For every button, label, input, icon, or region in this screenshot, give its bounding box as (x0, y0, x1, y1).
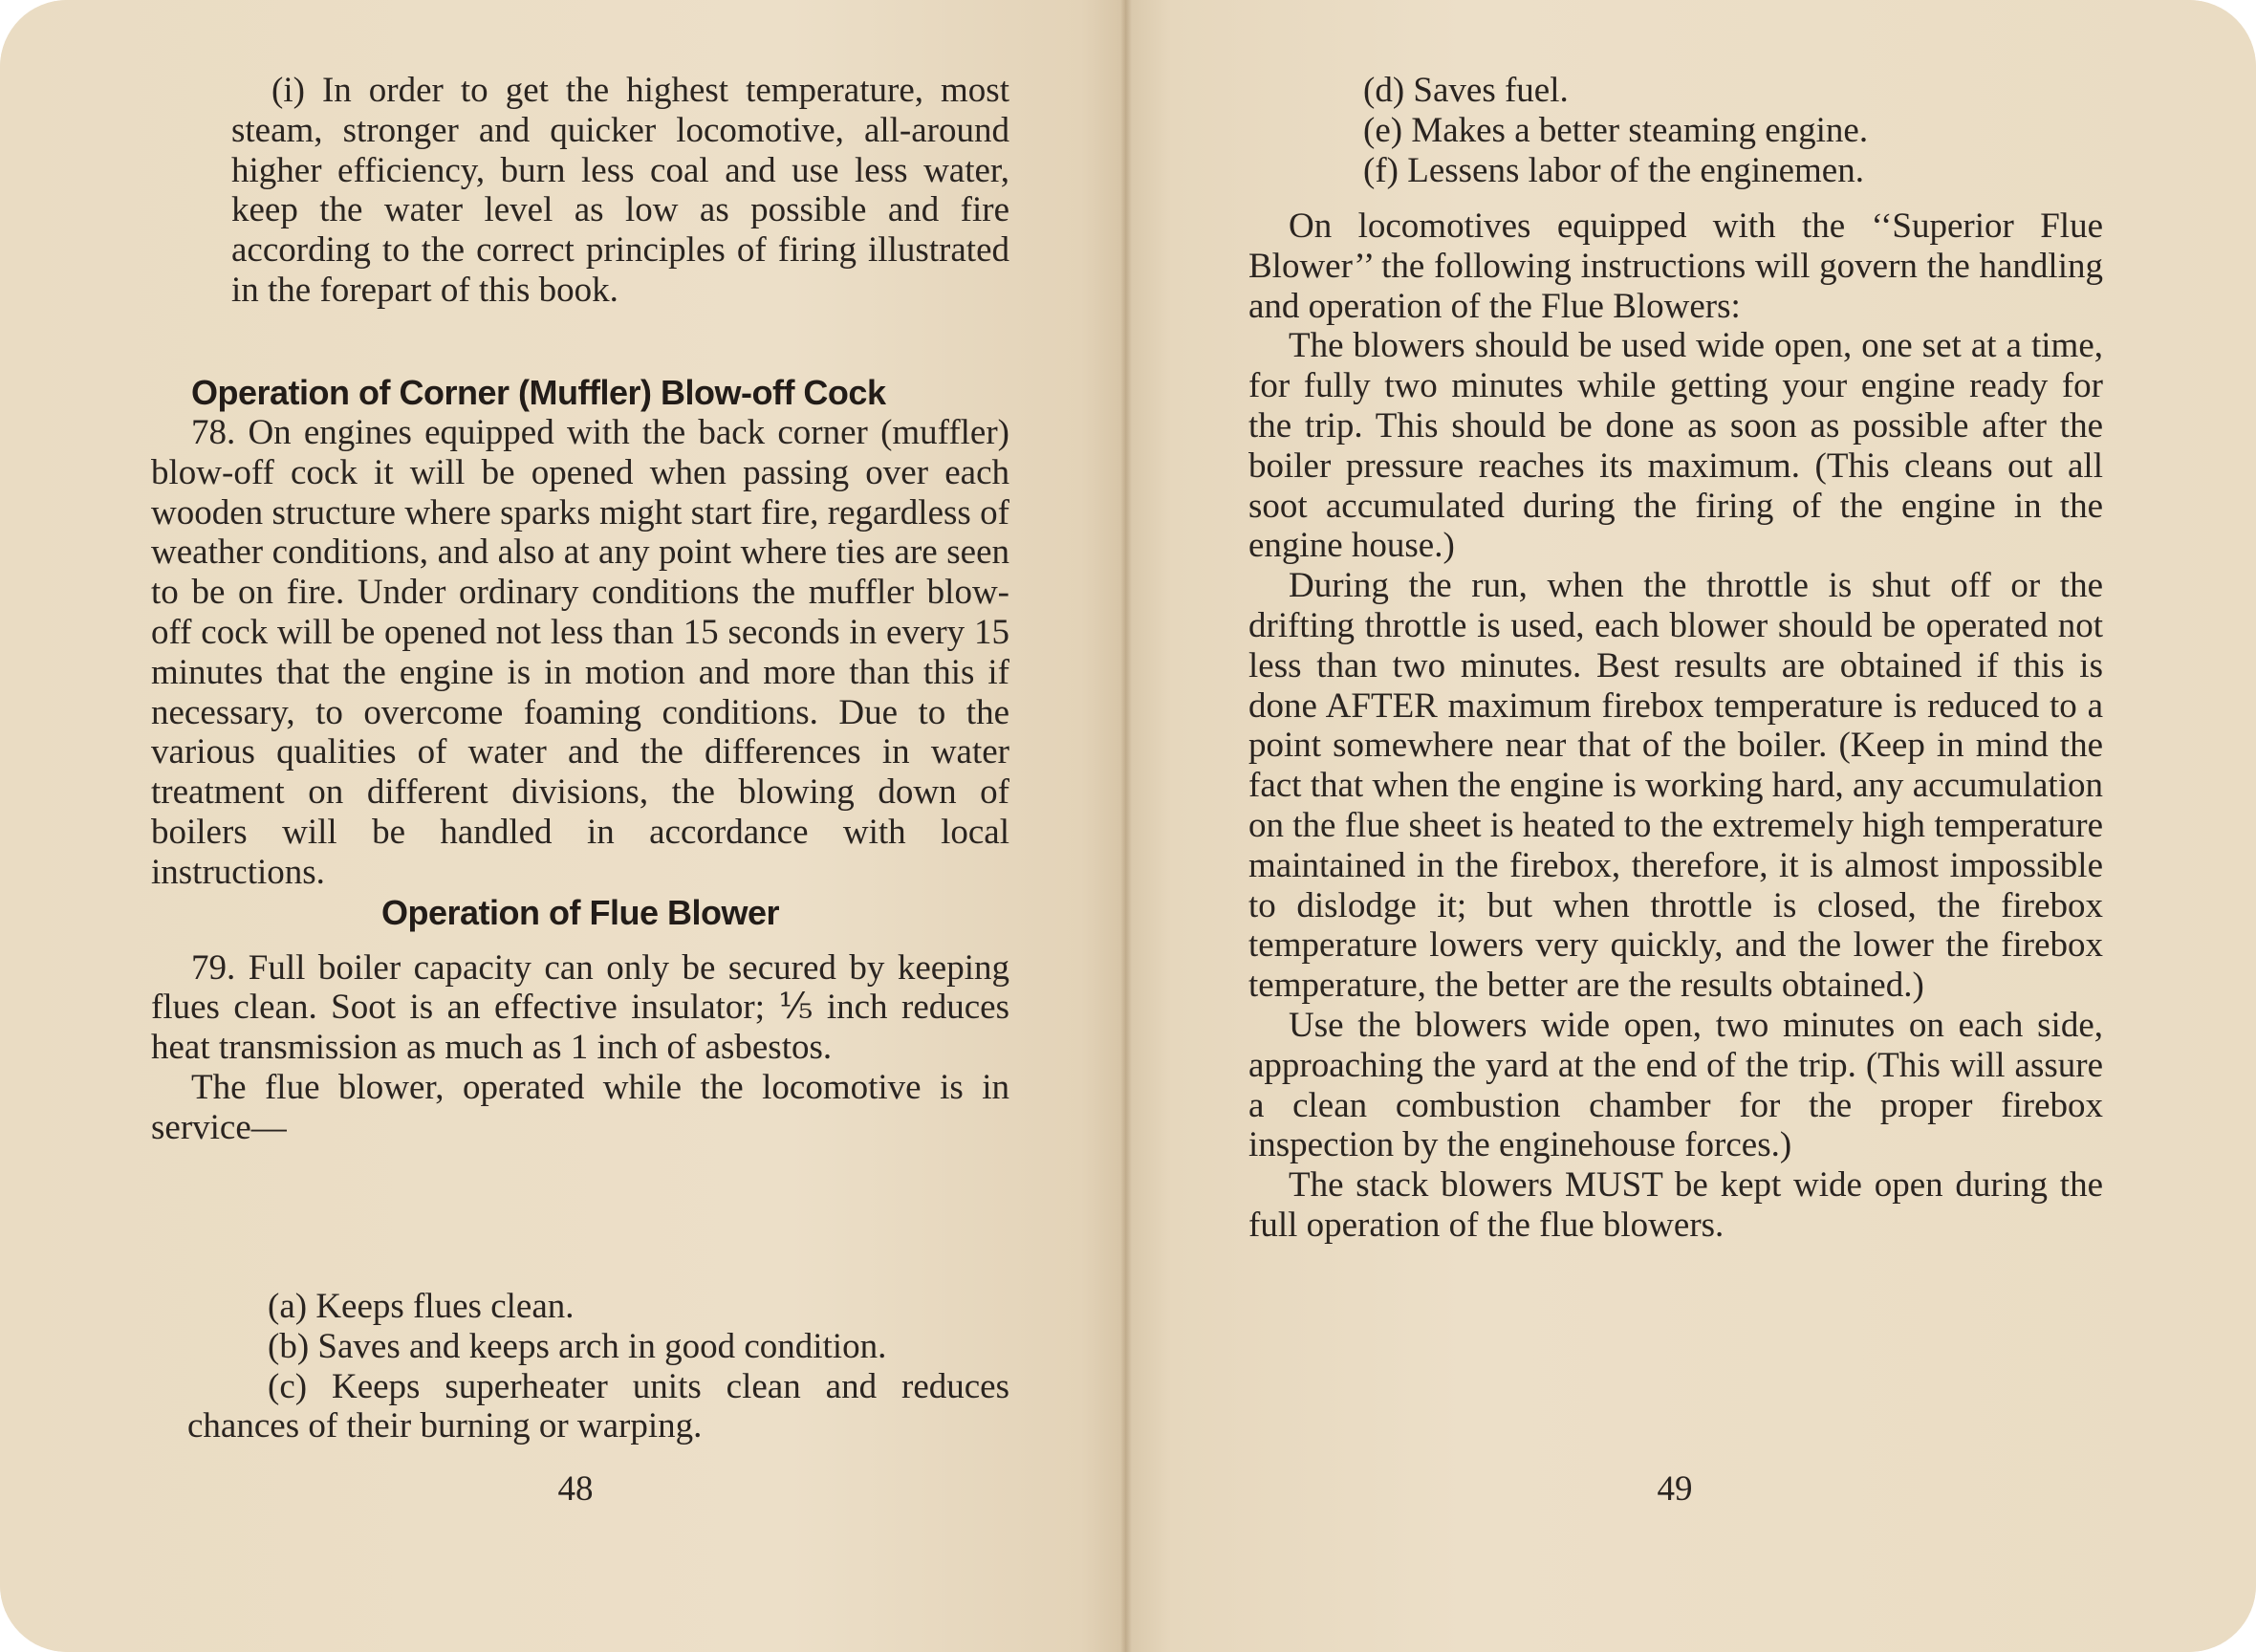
paragraph-flue-intro: The flue blower, operated while the locomotive is in service— (151, 1067, 1009, 1147)
left-items-block (268, 1287, 1009, 1367)
item-e: (e) Makes a better steaming engine. (1363, 110, 1869, 150)
paragraph-during-run: During the run, when the throttle is shut off or the drifting throttle is used, each blower should be operated not less than two minutes. Best results are obtained if this is done AFTER maximum firebox temperature is reduced to a point somewhere near that of the boiler. (Keep in mind the fact that when the engine is working hard, any accumulation on the flue sheet is heated to the extremely high temperature maintained in the firebox, therefore, it is almost impossible to dislodge it; but when throttle is closed, the firebox temperature lowers very quickly, and the lower the firebox temperature, the better are the results obtained.) (1248, 566, 2103, 1006)
item-d: (d) Saves fuel. (1363, 71, 1569, 110)
paragraph-use-blowers: Use the blowers wide open, two minutes on each side, approaching the yard at the end of the trip. (This will assure a clean combustion chamber for the proper firebox inspection by the enginehouse forces.) (1248, 1005, 2103, 1165)
left-item-c-block (187, 1367, 1009, 1446)
heading-blowoff-cock: Operation of Corner (Muffler) Blow-off Cock (191, 373, 886, 412)
right-items-block (1363, 71, 2109, 190)
paragraph-stack: The stack blowers MUST be kept wide open during the full operation of the flue blowers. (1248, 1165, 2103, 1245)
left-para-i-block (231, 71, 1009, 311)
left-main-block (151, 373, 1009, 1148)
paragraph-78: 78. On engines equipped with the back corner (muffler) blow-off cock it will be opened when passing over each wooden structure where sparks might start fire, regardless of weather conditions, and also at any point where ties are seen to be on fire. Under ordinary conditions the muffler blow-off cock will be opened not less than 15 seconds in every 15 minutes that the engine is in motion and more than this if necessary, to overcome foaming conditions. Due to the various qualities of water and the differences in water treatment on different divisions, the blowing down of boilers will be handled in accordance with local instructions. (151, 413, 1009, 892)
page-number-right: 49 (1657, 1469, 1693, 1509)
heading-flue-blower: Operation of Flue Blower (380, 892, 780, 932)
item-a: (a) Keeps flues clean. (268, 1287, 575, 1326)
item-c: (c) Keeps superheater units clean and reduces chances of their burning or warping. (187, 1367, 1009, 1446)
right-main-block (1248, 206, 2103, 1246)
paragraph-superior: On locomotives equipped with the ‘‘Superior Flue Blower’’ the following instructions will govern the handling and operation of the Flue Blowers: (1248, 206, 2103, 326)
book-gutter (1120, 0, 1132, 1652)
paragraph-i: (i) In order to get the highest temperature, most steam, stronger and quicker locomotive, all-around higher efficiency, burn less coal and use less water, keep the water level as low as possible and fire according to the correct principles of firing illustrated in the forepart of this book. (231, 71, 1009, 310)
paragraph-wide-open: The blowers should be used wide open, one set at a time, for fully two minutes while getting your engine ready for the trip. This should be done as soon as possible after the boiler pressure reaches its maximum. (This cleans out all soot accumulated during the firing of the engine in the engine house.) (1248, 326, 2103, 566)
paragraph-79: 79. Full boiler capacity can only be secured by keeping flues clean. Soot is an effective insulator; ⅕ inch reduces heat transmission as much as 1 inch of asbestos. (151, 947, 1009, 1068)
page-number-left: 48 (557, 1469, 594, 1509)
item-f: (f) Lessens labor of the enginemen. (1363, 150, 1864, 190)
item-b: (b) Saves and keeps arch in good condition. (268, 1326, 887, 1366)
